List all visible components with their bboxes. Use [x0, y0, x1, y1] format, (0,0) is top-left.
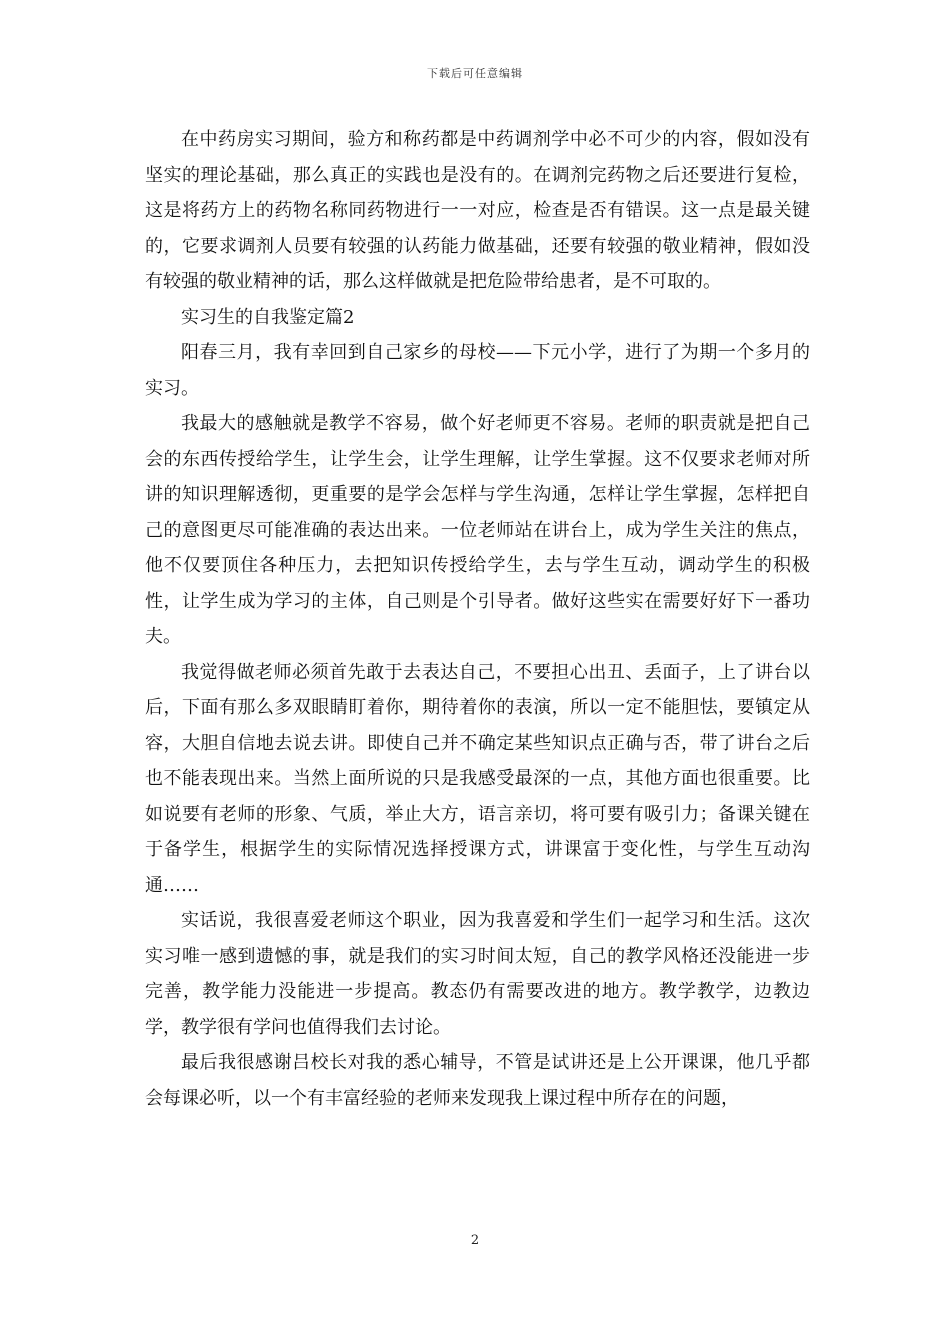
paragraph-intro: 阳春三月，我有幸回到自己家乡的母校——下元小学，进行了为期一个多月的实习。	[145, 342, 810, 399]
paragraph-self-expression: 我觉得做老师必须首先敢于去表达自己，不要担心出丑、丢面子，上了讲台以后，下面有那么多双眼睛盯着你，期待着你的表演，所以一定不能胆怯，要镇定从容，大胆自信地去说去讲。即使自己并不确定某些知识点正确与否，带了讲台之后也不能表现出来。当然上面所说的只是我感受最深的一点，其他方面也很重要。比如说要有老师的形象、气质，举止大方，语言亲切，将可要有吸引力；备课关键在于备学生，根据学生的实际情况选择授课方式，讲课富于变化性，与学生互动沟通……	[145, 661, 810, 896]
paragraph-pharmacy-internship: 在中药房实习期间，验方和称药都是中药调剂学中必不可少的内容，假如没有坚实的理论基础，那么真正的实践也是没有的。在调剂完药物之后还要进行复检，这是将药方上的药物名称同药物进行一一对应，检查是否有错误。这一点是最关键的，它要求调剂人员要有较强的认药能力做基础，还要有较强的敬业精神，假如没有较强的敬业精神的话，那么这样做就是把危险带给患者，是不可取的。	[145, 129, 810, 292]
section-heading: 实习生的自我鉴定篇2	[181, 306, 355, 328]
paragraph-thanks: 最后我很感谢吕校长对我的悉心辅导，不管是试讲还是上公开课课，他几乎都会每课必听，以一个有丰富经验的老师来发现我上课过程中所存在的问题，	[145, 1052, 810, 1109]
page-number: 2	[470, 1233, 480, 1248]
paragraph-teaching-difficulty: 我最大的感触就是教学不容易，做个好老师更不容易。老师的职责就是把自己会的东西传授给学生，让学生会，让学生理解，让学生掌握。这不仅要求老师对所讲的知识理解透彻，更重要的是学会怎样与学生沟通，怎样让学生掌握，怎样把自己的意图更尽可能准确的表达出来。一位老师站在讲台上，成为学生关注的焦点，他不仅要顶住各种压力，去把知识传授给学生，去与学生互动，调动学生的积极性，让学生成为学习的主体，自己则是个引导者。做好这些实在需要好好下一番功夫。	[145, 413, 810, 647]
paragraph-reflection: 实话说，我很喜爱老师这个职业，因为我喜爱和学生们一起学习和生活。这次实习唯一感到遗憾的事，就是我们的实习时间太短，自己的教学风格还没能进一步完善，教学能力没能进一步提高。教态仍有需要改进的地方。教学教学，边教边学，教学很有学问也值得我们去讨论。	[145, 910, 810, 1038]
document-body	[145, 122, 810, 1116]
page-header: 下载后可任意编辑	[427, 67, 523, 80]
